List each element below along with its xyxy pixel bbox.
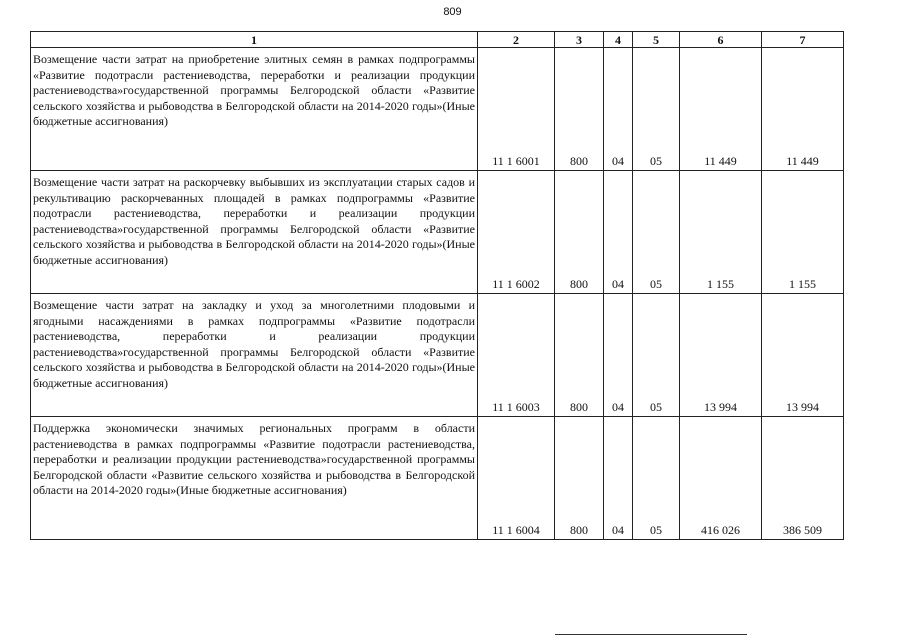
row-amount-2: 13 994 [762,294,844,417]
table-row [31,171,844,294]
row-amount-1: 1 155 [680,171,762,294]
row-amount-2: 1 155 [762,171,844,294]
column-header: 2 [478,32,555,48]
row-section: 04 [604,417,633,540]
row-amount-2: 386 509 [762,417,844,540]
row-section: 04 [604,171,633,294]
row-subsection: 05 [633,48,680,171]
header-row [31,32,844,48]
column-header: 1 [31,32,478,48]
table-row [31,417,844,540]
table-row [31,294,844,417]
row-description: Возмещение части затрат на закладку и уход за многолетними плодовыми и ягодными насаждениями в рамках подпрограммы «Развитие подотрасли растениеводства, переработки и реализации продукции растениеводства»государственной программы Белгородской области «Развитие сельского хозяйства и рыбоводства в Белгородской области на 2014-2020 годы»(Иные бюджетные ассигнования) [31,294,478,417]
row-expense-type: 800 [555,294,604,417]
column-header: 3 [555,32,604,48]
row-target-code: 11 1 6001 [478,48,555,171]
row-target-code: 11 1 6002 [478,171,555,294]
table-row [31,48,844,171]
row-subsection: 05 [633,417,680,540]
column-header: 6 [680,32,762,48]
column-header: 7 [762,32,844,48]
row-target-code: 11 1 6003 [478,294,555,417]
column-header: 5 [633,32,680,48]
budget-table [30,31,844,540]
row-target-code: 11 1 6004 [478,417,555,540]
row-amount-1: 13 994 [680,294,762,417]
footer-rule [555,634,747,635]
row-expense-type: 800 [555,171,604,294]
row-expense-type: 800 [555,48,604,171]
row-subsection: 05 [633,171,680,294]
row-amount-2: 11 449 [762,48,844,171]
page-number: 809 [443,6,462,18]
row-subsection: 05 [633,294,680,417]
row-description: Возмещение части затрат на приобретение элитных семян в рамках подпрограммы «Развитие подотрасли растениеводства, переработки и реализации продукции растениеводства»государственной программы Белгородской области «Развитие сельского хозяйства и рыбоводства в Белгородской области на 2014-2020 годы»(Иные бюджетные ассигнования) [31,48,478,171]
row-description: Возмещение части затрат на раскорчевку выбывших из эксплуатации старых садов и рекультивацию раскорчеванных площадей в рамках подпрограммы «Развитие подотрасли растениеводства, переработки и реализации продукции растениеводства»государственной программы Белгородской области «Развитие сельского хозяйства и рыбоводства в Белгородской области на 2014-2020 годы»(Иные бюджетные ассигнования) [31,171,478,294]
row-expense-type: 800 [555,417,604,540]
column-header: 4 [604,32,633,48]
row-amount-1: 416 026 [680,417,762,540]
row-section: 04 [604,294,633,417]
row-description: Поддержка экономически значимых региональных программ в области растениеводства в рамках подпрограммы «Развитие подотрасли растениеводства, переработки и реализации продукции растениеводства»государственной программы Белгородской области «Развитие сельского хозяйства и рыбоводства в Белгородской области на 2014-2020 годы»(Иные бюджетные ассигнования) [31,417,478,540]
row-section: 04 [604,48,633,171]
row-amount-1: 11 449 [680,48,762,171]
